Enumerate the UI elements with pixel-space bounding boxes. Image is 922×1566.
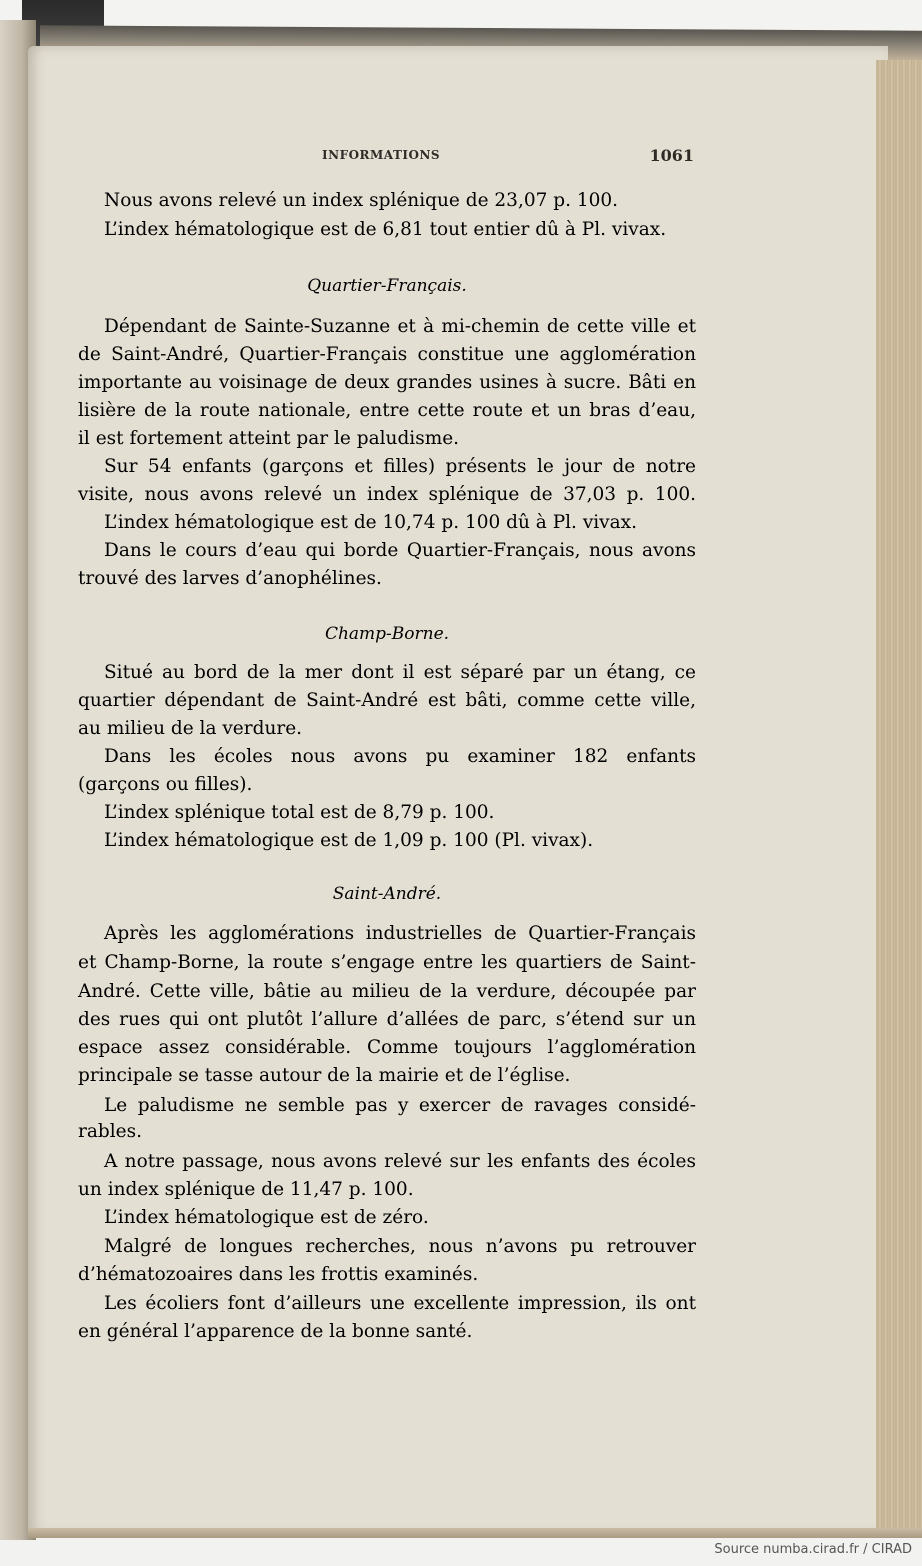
text-line: lisière de la route nationale, entre cette route et un bras d’eau, bbox=[78, 400, 696, 421]
text-line: L’index hématologique est de 10,74 p. 100 dû à Pl. vivax. bbox=[104, 512, 637, 533]
running-head bbox=[78, 146, 696, 168]
text-line: Le paludisme ne semble pas y exercer de ravages considé- bbox=[104, 1095, 696, 1116]
text-line: L’index hématologique est de zéro. bbox=[104, 1207, 429, 1228]
text-line: Dans le cours d’eau qui borde Quartier-Français, nous avons bbox=[104, 540, 696, 561]
text-line: A notre passage, nous avons relevé sur les enfants des écoles bbox=[104, 1151, 696, 1172]
text-line: d’hématozoaires dans les frottis examinés. bbox=[78, 1264, 479, 1285]
text-line: quartier dépendant de Saint-André est bâti, comme cette ville, bbox=[78, 690, 696, 711]
text-line: au milieu de la verdure. bbox=[78, 718, 303, 739]
text-line: Malgré de longues recherches, nous n’avons pu retrouver bbox=[104, 1236, 696, 1257]
text-line: (garçons ou filles). bbox=[78, 774, 253, 795]
running-head-title: INFORMATIONS bbox=[322, 148, 441, 162]
text-line: Nous avons relevé un index splénique de 23,07 p. 100. bbox=[104, 190, 619, 211]
text-line: et Champ-Borne, la route s’engage entre les quartiers de Saint- bbox=[78, 952, 696, 973]
text-line: L’index splénique total est de 8,79 p. 100. bbox=[104, 802, 495, 823]
text-line: André. Cette ville, bâtie au milieu de la verdure, découpée par bbox=[78, 981, 696, 1002]
book-bottom-edge bbox=[28, 1528, 922, 1538]
text-line: rables. bbox=[78, 1121, 142, 1142]
text-line: Dans les écoles nous avons pu examiner 182 enfants bbox=[104, 746, 696, 767]
text-line: il est fortement atteint par le paludisme. bbox=[78, 428, 460, 449]
text-line: Sur 54 enfants (garçons et filles) présents le jour de notre bbox=[104, 456, 696, 477]
text-line: un index splénique de 11,47 p. 100. bbox=[78, 1179, 414, 1200]
text-line: L’index hématologique est de 6,81 tout entier dû à Pl. vivax. bbox=[104, 219, 667, 240]
text-line: Situé au bord de la mer dont il est séparé par un étang, ce bbox=[104, 662, 696, 683]
text-line: des rues qui ont plutôt l’allure d’allées de parc, s’étend sur un bbox=[78, 1009, 696, 1030]
text-line: Après les agglomérations industrielles de Quartier-Français bbox=[104, 923, 696, 944]
page-number: 1061 bbox=[649, 146, 694, 165]
text-line: Dépendant de Sainte-Suzanne et à mi-chemin de cette ville et bbox=[104, 316, 696, 337]
text-line: en général l’apparence de la bonne santé. bbox=[78, 1321, 473, 1342]
book-fore-edge bbox=[876, 60, 922, 1534]
text-line: L’index hématologique est de 1,09 p. 100 (Pl. vivax). bbox=[104, 830, 594, 851]
section-heading-champ-borne: Champ-Borne. bbox=[324, 624, 450, 644]
text-line: Les écoliers font d’ailleurs une excellente impression, ils ont bbox=[104, 1293, 696, 1314]
text-line: espace assez considérable. Comme toujours l’agglomération bbox=[78, 1037, 696, 1058]
section-heading-quartier-francais: Quartier-Français. bbox=[307, 276, 467, 296]
source-credit: Source numba.cirad.fr / CIRAD bbox=[714, 1542, 912, 1557]
text-line: importante au voisinage de deux grandes usines à sucre. Bâti en bbox=[78, 372, 696, 393]
text-line: visite, nous avons relevé un index splénique de 37,03 p. 100. bbox=[78, 484, 696, 505]
section-heading-saint-andre: Saint-André. bbox=[332, 884, 442, 904]
text-line: trouvé des larves d’anophélines. bbox=[78, 568, 382, 589]
text-line: principale se tasse autour de la mairie et de l’église. bbox=[78, 1065, 571, 1086]
text-line: de Saint-André, Quartier-Français constitue une agglomération bbox=[78, 344, 696, 365]
